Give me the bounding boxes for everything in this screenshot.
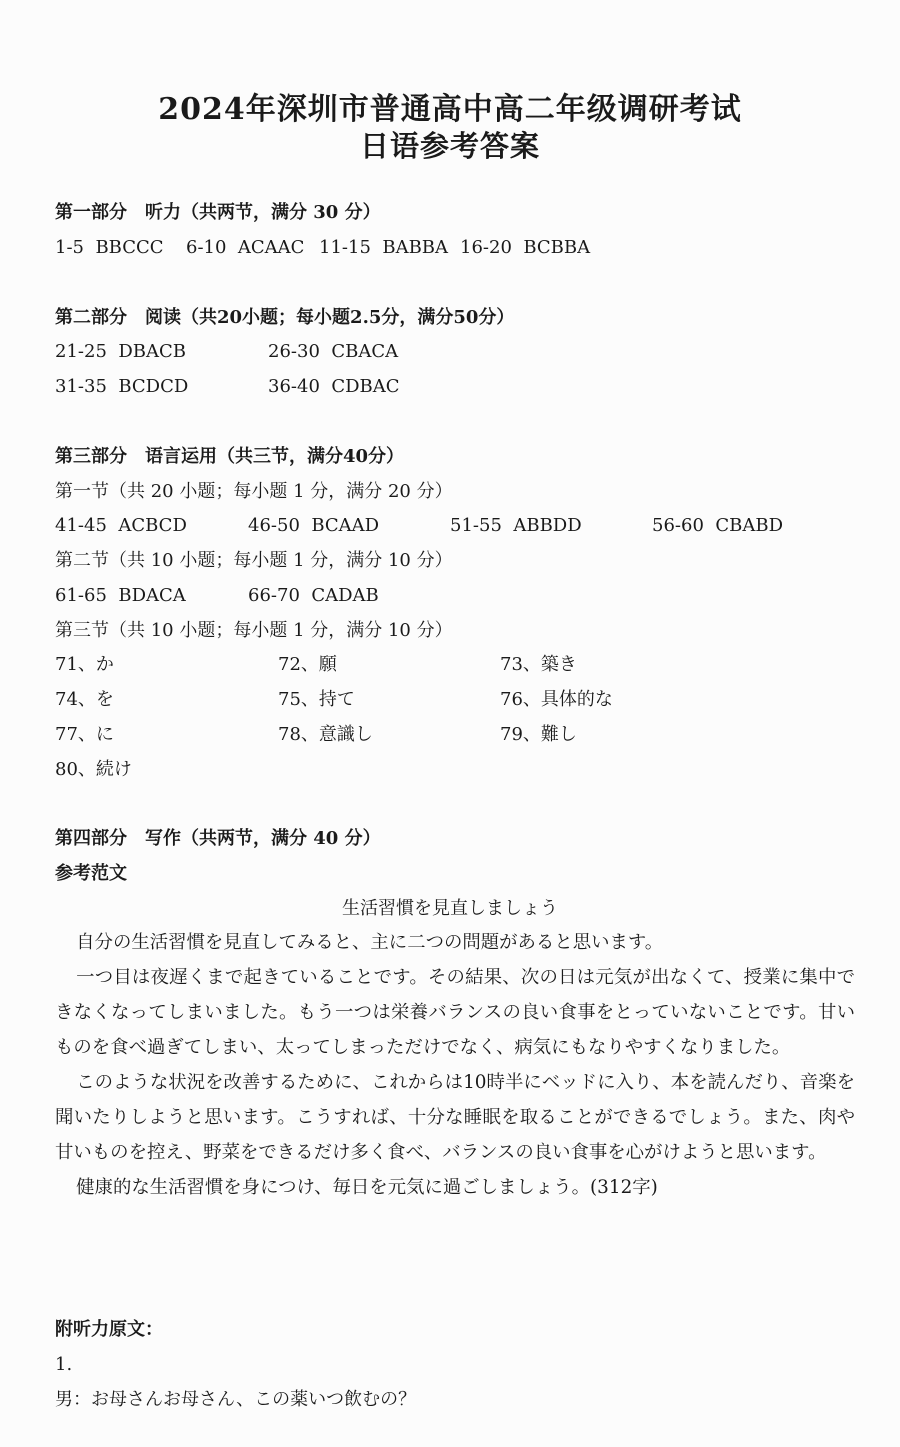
appendix-item-number: 1. [55, 1354, 73, 1375]
sample-essay-label: 参考范文 [55, 863, 127, 884]
answer-group: 6-10 ACAAC [186, 237, 305, 258]
fill-answer: 76、具体的な [500, 689, 613, 710]
answer-group: 36-40 CDBAC [268, 376, 400, 397]
fill-answer: 71、か [55, 654, 114, 675]
part3-heading: 第三部分 语言运用（共三节，满分40分） [55, 446, 405, 467]
essay-title: 生活習慣を見直しましょう [342, 898, 558, 919]
part3-section2-heading: 第二节（共 10 小题；每小题 1 分，满分 10 分） [55, 550, 453, 571]
appendix-dialogue-line: 男：お母さんお母さん、この薬いつ飲むの？ [55, 1389, 417, 1410]
essay-paragraph: 一つ目は夜遅くまで起きていることです。その結果、次の日は元気が出なくて、授業に集中できなくなってしまいました。もう一つは栄養バランスの良い食事をとっていないことです。甘いものを食べ過ぎてしまい、太ってしまっただけでなく、病気にもなりやすくなりました。 [55, 967, 855, 1058]
document-title: 2024年深圳市普通高中高二年级调研考试 [158, 92, 742, 127]
sample-essay [55, 925, 855, 1205]
document-subtitle: 日语参考答案 [359, 129, 540, 163]
answer-group: 26-30 CBACA [268, 341, 399, 362]
part3-section3-heading: 第三节（共 10 小题；每小题 1 分，满分 10 分） [55, 620, 453, 641]
answer-group: 61-65 BDACA [55, 585, 186, 606]
fill-answer: 79、難し [500, 724, 577, 745]
answer-group: 51-55 ABBDD [450, 515, 582, 536]
answer-group: 1-5 BBCCC [55, 237, 164, 258]
fill-answer: 77、に [55, 724, 114, 745]
essay-paragraph: このような状況を改善するために、これからは10時半にベッドに入り、本を読んだり、音楽を聞いたりしようと思います。こうすれば、十分な睡眠を取ることができるでしょう。また、肉や甘いものを控え、野菜をできるだけ多く食べ、バランスの良い食事を心がけようと思います。 [55, 1072, 855, 1163]
part3-section1-heading: 第一节（共 20 小题；每小题 1 分，满分 20 分） [55, 481, 453, 502]
answer-group: 31-35 BCDCD [55, 376, 189, 397]
answer-group: 66-70 CADAB [248, 585, 379, 606]
part4-heading: 第四部分 写作（共两节，满分 40 分） [55, 828, 381, 849]
part1-heading: 第一部分 听力（共两节，满分 30 分） [55, 202, 381, 223]
answer-group: 21-25 DBACB [55, 341, 187, 362]
answer-group: 16-20 BCBBA [460, 237, 591, 258]
part2-heading: 第二部分 阅读（共20小题；每小题2.5分，满分50分） [55, 307, 515, 328]
essay-paragraph: 健康的な生活習慣を身につけ、毎日を元気に過ごしましょう。(312字) [76, 1177, 658, 1198]
fill-answer: 78、意識し [278, 724, 373, 745]
fill-answer: 73、築き [500, 654, 577, 675]
answer-group: 56-60 CBABD [652, 515, 784, 536]
fill-answer: 72、願 [278, 654, 337, 675]
answer-group: 46-50 BCAAD [248, 515, 380, 536]
answer-group: 41-45 ACBCD [55, 515, 187, 536]
essay-paragraph: 自分の生活習慣を見直してみると、主に二つの問題があると思います。 [76, 932, 664, 953]
appendix-heading: 附听力原文： [55, 1319, 163, 1340]
fill-answer: 74、を [55, 689, 114, 710]
fill-answer: 80、続け [55, 759, 132, 780]
fill-answer: 75、持て [278, 689, 355, 710]
answer-group: 11-15 BABBA [319, 237, 449, 258]
